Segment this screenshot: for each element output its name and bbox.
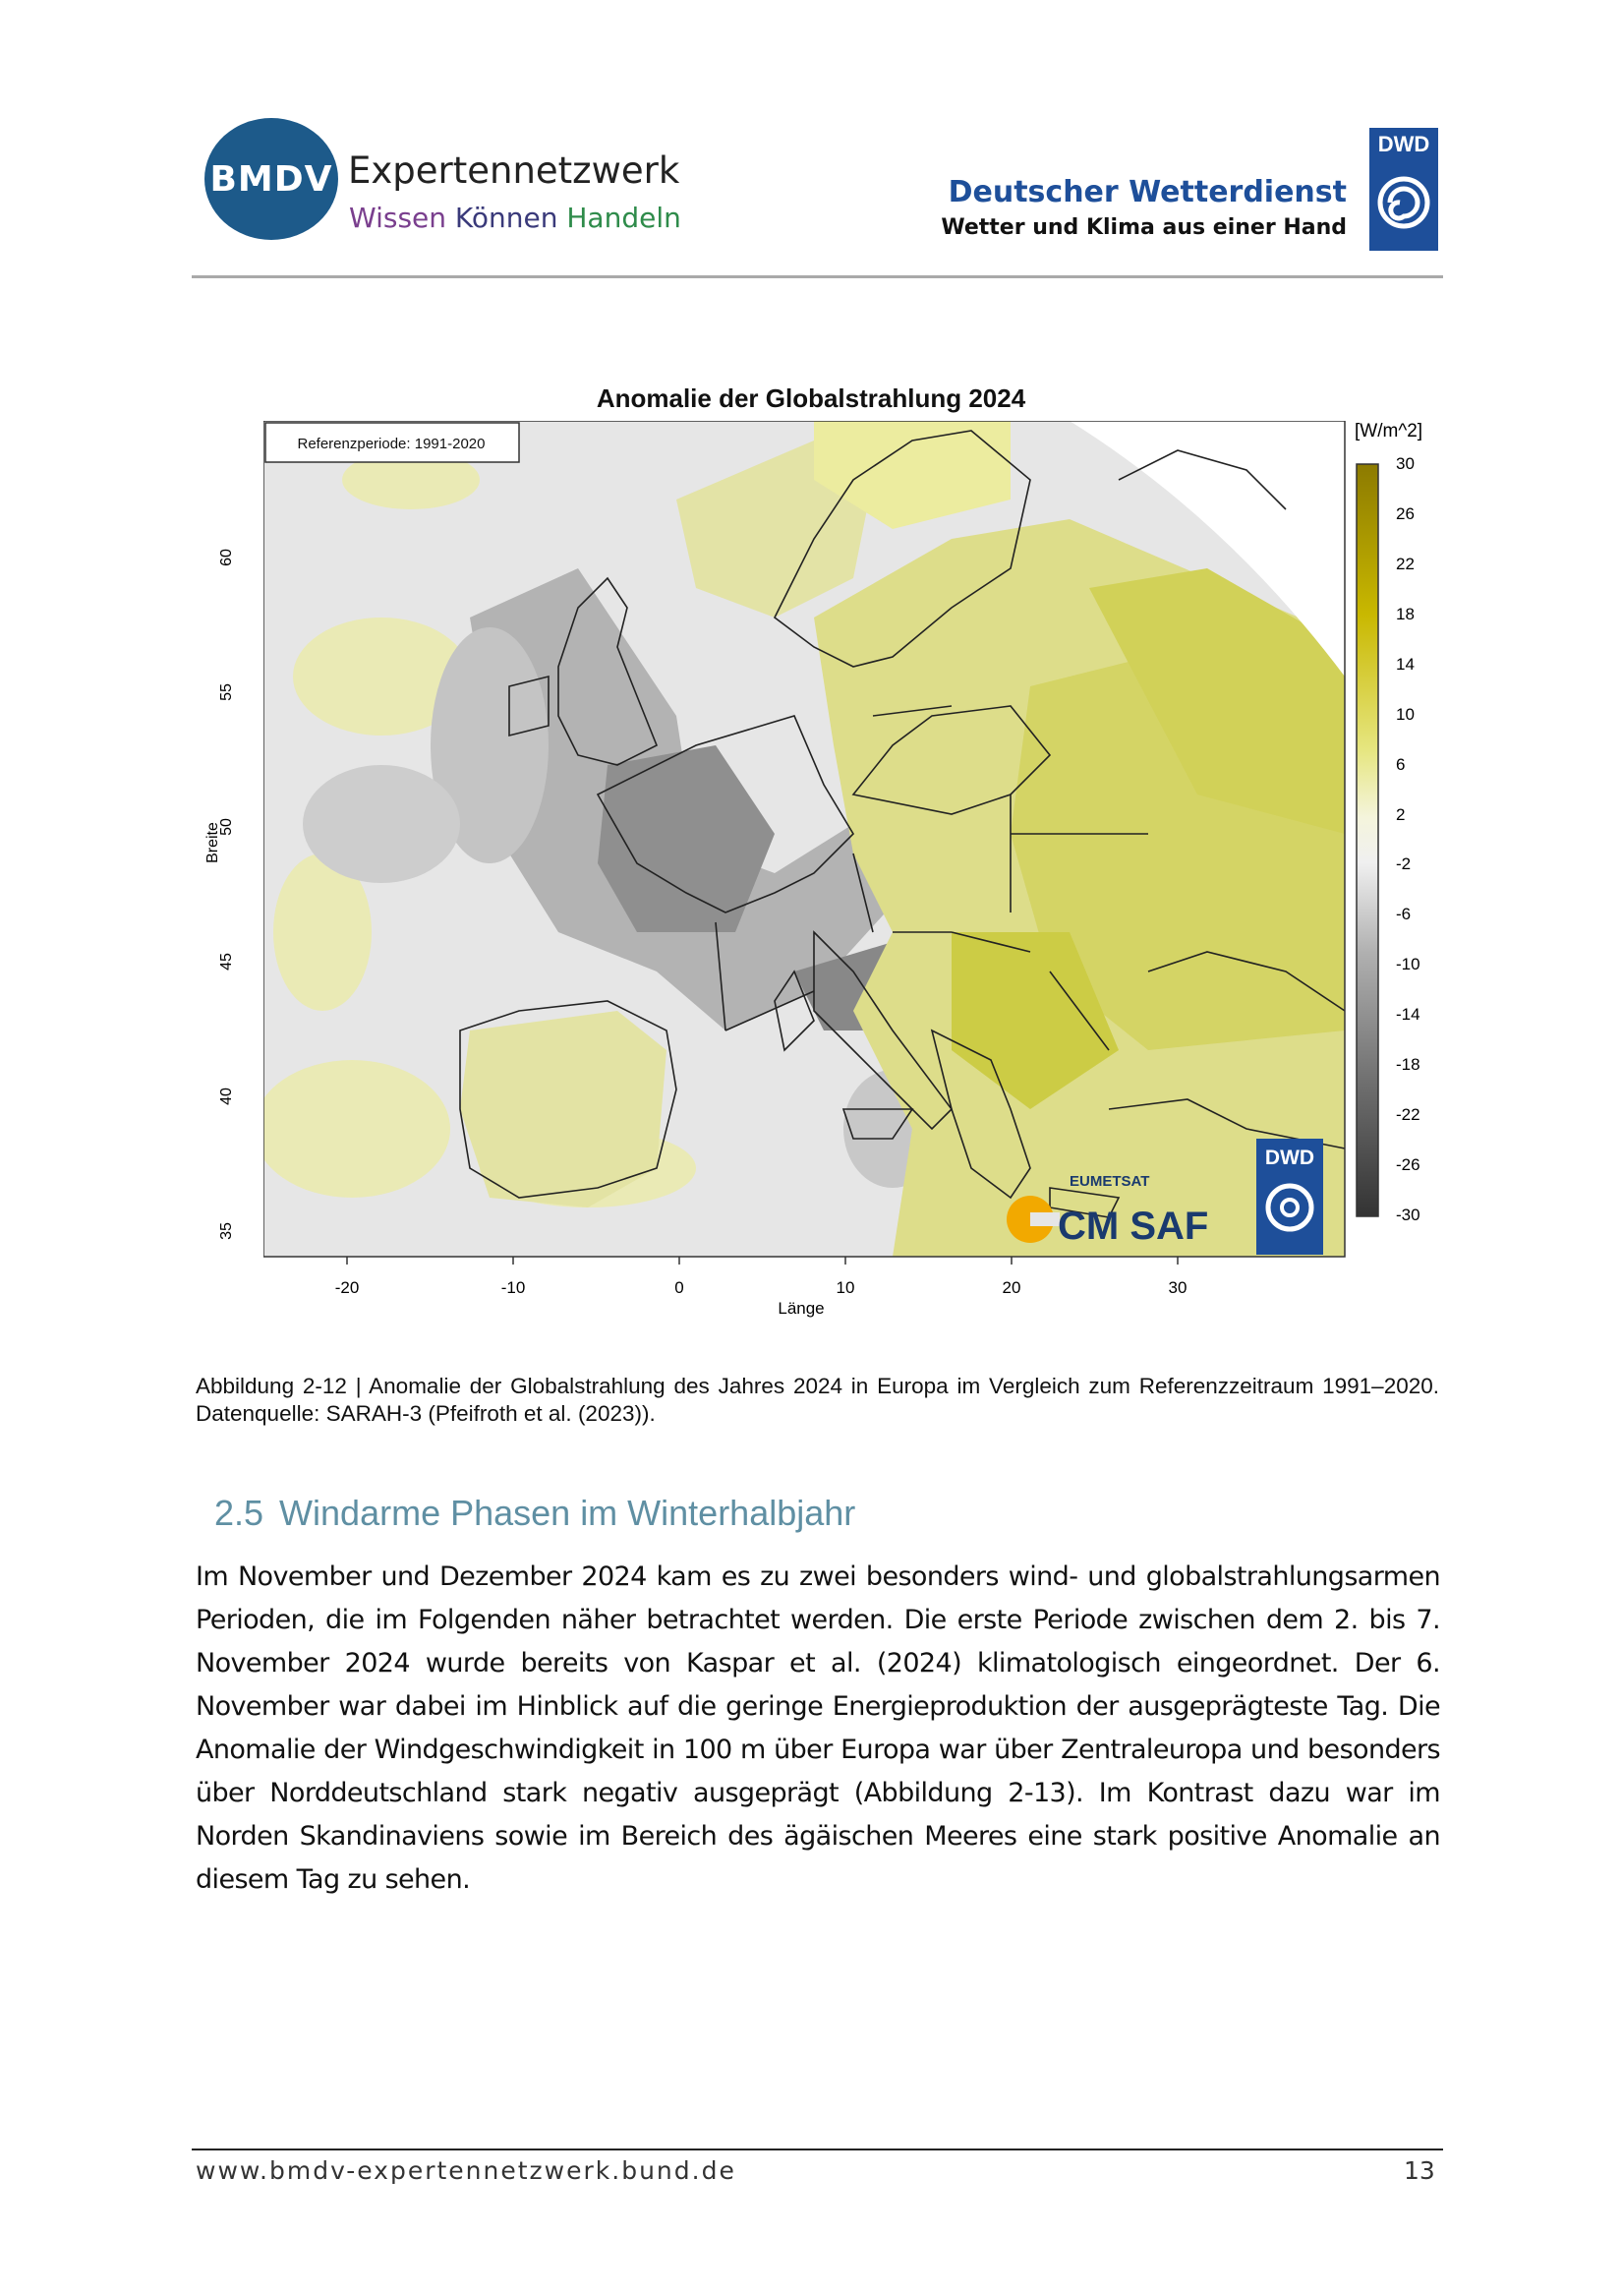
bmdv-logo: BMDV	[204, 118, 338, 240]
x-tick-label: -10	[500, 1278, 526, 1297]
colorbar-tick-label: 2	[1396, 804, 1406, 824]
bmdv-title: Expertennetzwerk	[348, 149, 680, 192]
subtitle-word-1: Wissen	[349, 202, 446, 234]
dwd-tagline: Wetter und Klima aus einer Hand	[941, 215, 1347, 240]
colorbar-tick-label: -30	[1396, 1206, 1420, 1224]
x-tick-label: 0	[674, 1278, 684, 1297]
colorbar-tick-label: -6	[1396, 905, 1412, 924]
header-divider	[192, 275, 1443, 278]
figure-title: Anomalie der Globalstrahlung 2024	[596, 383, 1026, 413]
eumetsat-label: EUMETSAT	[1070, 1173, 1150, 1190]
footer-url[interactable]: www.bmdv-expertennetzwerk.bund.de	[196, 2156, 736, 2185]
y-tick-label: 50	[217, 818, 235, 836]
colorbar-tick-label: 10	[1396, 704, 1415, 724]
colorbar-tick-label: -26	[1396, 1155, 1420, 1175]
y-tick-label: 45	[217, 953, 235, 971]
subtitle-word-2: Können	[454, 202, 558, 234]
x-tick-label: -20	[334, 1278, 360, 1297]
x-tick-label: 20	[1002, 1278, 1021, 1297]
colorbar-tick-label: -2	[1396, 854, 1412, 874]
colorbar-tick-label: -14	[1396, 1005, 1420, 1025]
colorbar-tick-label: 30	[1396, 454, 1415, 473]
dwd-figure-label: DWD	[1264, 1147, 1315, 1169]
colorbar-tick-label: 6	[1396, 754, 1406, 774]
dwd-logo-figure	[1256, 1139, 1323, 1255]
colorbar-tick-label: -18	[1396, 1055, 1420, 1075]
y-tick-label: 40	[217, 1088, 235, 1105]
cmsaf-label: CM SAF	[1058, 1205, 1209, 1248]
x-tick-label: 30	[1168, 1278, 1188, 1297]
colorbar-tick-label: 22	[1396, 554, 1415, 573]
iberia-positive-anomaly	[460, 1011, 666, 1207]
dwd-logo-text: DWD	[1377, 132, 1430, 156]
colorbar-tick-label: -22	[1396, 1105, 1420, 1125]
y-tick-label: 55	[217, 683, 235, 701]
colorbar-unit: [W/m^2]	[1355, 421, 1423, 442]
colorbar-tick-label: 18	[1396, 604, 1415, 623]
x-axis-label: Länge	[778, 1299, 825, 1318]
colorbar-tick-label: 26	[1396, 503, 1415, 523]
colorbar-tick-label: -10	[1396, 955, 1420, 974]
colorbar-tick-label: 14	[1396, 654, 1415, 674]
dwd-swirl-icon	[1369, 157, 1438, 248]
section-title: Windarme Phasen im Winterhalbjahr	[279, 1493, 856, 1533]
y-axis-label: Breite	[203, 822, 221, 863]
dwd-logo	[1369, 128, 1438, 251]
dwd-name: Deutscher Wetterdienst	[948, 175, 1347, 209]
section-body: Im November und Dezember 2024 kam es zu zwei besonders wind- und globalstrahlungsarmen Perioden, die im Folgenden näher betrachtet werden. Die erste Periode zwischen dem 2. bis 7. November 2024 wurde bereits von Kaspar et al. (2024) klimatologisch eingeordnet. Der 6. November war dabei im Hinblick auf die geringe Energieproduktion der ausgeprägteste Tag. Die Anomalie der Windgeschwindigkeit in 100 m über Europa war über Zentraleuropa und besonders über Norddeutschland stark negativ ausgeprägt (Abbildung 2-13). Im Kontrast dazu war im Norden Skandinaviens sowie im Bereich des ägäischen Meeres eine stark positive Anomalie an diesem Tag zu sehen.	[196, 1561, 1440, 1895]
reference-box-text: Referenzperiode: 1991-2020	[297, 436, 486, 452]
colorbar-bar	[1355, 462, 1384, 1229]
subtitle-word-3: Handeln	[566, 202, 681, 234]
figure-caption: Abbildung 2-12 | Anomalie der Globalstrahlung des Jahres 2024 in Europa im Vergleich zum Referenzzeitraum 1991–2020. Datenquelle: SARAH-3 (Pfeifroth et al. (2023)).	[196, 1374, 1439, 1426]
footer-divider	[192, 2149, 1443, 2150]
section-heading	[214, 1493, 855, 1534]
page-number: 13	[1404, 2156, 1435, 2185]
section-number: 2.5	[214, 1493, 264, 1533]
y-tick-label: 60	[217, 549, 235, 566]
x-tick-label: 10	[836, 1278, 855, 1297]
anomaly-map	[263, 421, 1355, 1276]
y-tick-label: 35	[217, 1222, 235, 1240]
bmdv-subtitle	[349, 202, 681, 234]
